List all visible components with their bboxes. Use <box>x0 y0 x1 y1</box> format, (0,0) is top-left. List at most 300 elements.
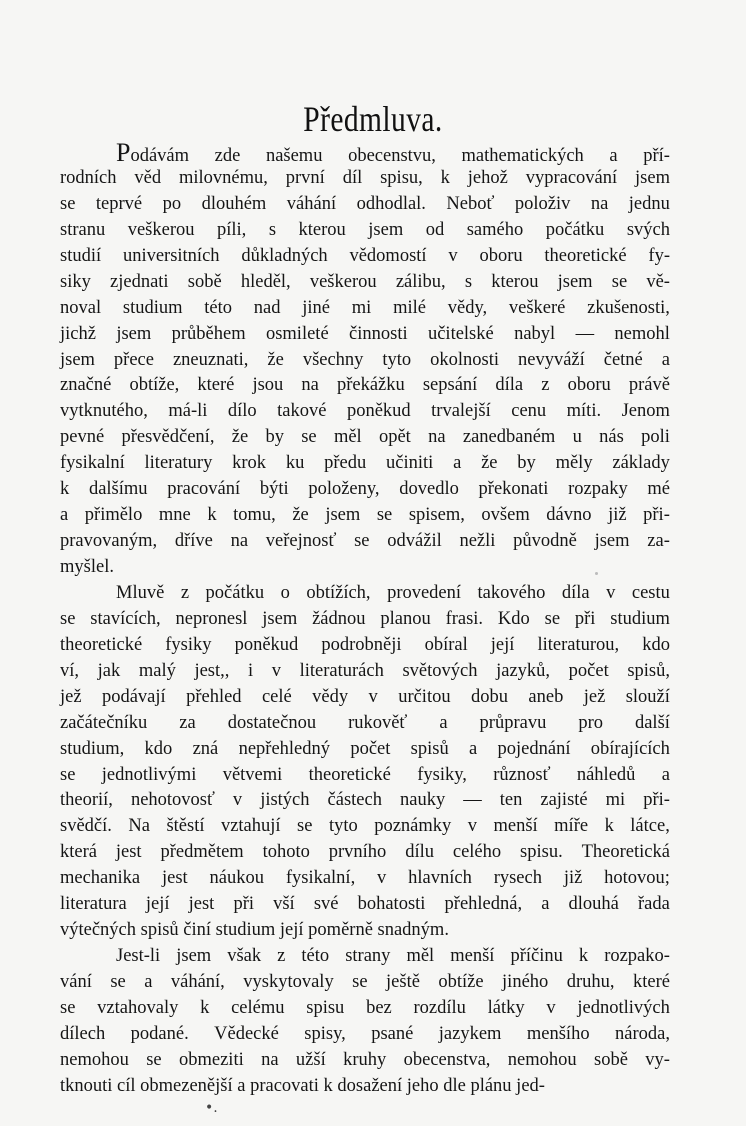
word: jest <box>115 842 142 863</box>
word: jež <box>60 686 82 707</box>
text-line <box>60 529 670 555</box>
word: však <box>227 946 262 967</box>
word: studium, <box>60 738 125 759</box>
word: měly <box>555 453 593 474</box>
word: zkušenosti, <box>587 297 670 318</box>
text-line <box>60 711 670 737</box>
word: stavících, <box>90 608 161 629</box>
text-line <box>60 970 670 996</box>
word: jest <box>188 894 215 915</box>
word: o <box>280 582 290 603</box>
word: značné <box>60 375 112 396</box>
word: fy- <box>648 245 670 266</box>
word: bohatosti <box>357 894 426 915</box>
text-line <box>60 270 670 296</box>
word: sobě <box>594 1049 628 1070</box>
word: které <box>197 375 235 396</box>
word: Kdo <box>497 608 530 629</box>
word: celému <box>231 997 285 1018</box>
word: siky <box>60 271 91 292</box>
word: z <box>277 946 286 967</box>
word: podrobněji <box>321 634 402 655</box>
word: další <box>634 712 670 733</box>
word: příčinu <box>510 946 563 967</box>
text-line <box>60 866 670 892</box>
word: veškerou <box>309 271 377 292</box>
word: jsem <box>176 946 212 967</box>
word: u <box>572 427 582 448</box>
word: tohoto <box>262 842 310 863</box>
word: se <box>60 997 76 1018</box>
word: obecenstvu, <box>348 146 436 166</box>
word: universitních <box>122 245 220 266</box>
text-line <box>60 918 670 944</box>
word-rest: odávám <box>130 146 190 166</box>
word: díla <box>495 375 524 396</box>
word: že <box>267 349 284 370</box>
text-line <box>60 996 670 1022</box>
word: mé <box>647 479 670 500</box>
word: by <box>517 453 536 474</box>
text-line <box>60 322 670 348</box>
word: počátku <box>545 219 605 240</box>
word: slouží <box>625 686 670 707</box>
word: díl <box>342 167 363 188</box>
word: právě <box>628 375 670 396</box>
word: spisu, <box>380 167 423 188</box>
word: frasi. <box>445 608 484 629</box>
word: míře <box>554 816 589 837</box>
word: v <box>448 245 458 266</box>
word: jsem <box>116 323 152 344</box>
word: psané <box>371 1023 414 1044</box>
word: žádnou <box>312 608 366 629</box>
word: průpravu <box>479 712 547 733</box>
word: jehož <box>467 167 508 188</box>
text-line <box>60 788 670 814</box>
word: jazykem <box>438 1023 502 1044</box>
word: fysiky <box>165 634 212 655</box>
word: na <box>261 1049 279 1070</box>
text-line <box>60 737 670 763</box>
word: by <box>265 427 284 448</box>
word: se <box>60 193 76 214</box>
word: učiniti <box>386 453 434 474</box>
word: noval <box>60 297 102 318</box>
word: Jenom <box>621 401 670 422</box>
word: nežli <box>459 531 496 552</box>
word: poli <box>641 427 670 448</box>
word: náhledů <box>576 764 636 785</box>
word: spisů, <box>627 660 670 681</box>
word: takového <box>477 582 546 603</box>
word: v <box>377 868 387 889</box>
word: k <box>60 479 70 500</box>
word: zde <box>214 146 241 166</box>
word: rozpako- <box>604 946 670 967</box>
text-line <box>60 425 670 451</box>
text-line <box>60 399 670 425</box>
word: ku <box>285 453 305 474</box>
word: a <box>60 505 69 526</box>
word: jsou <box>252 375 284 396</box>
word: theoretické <box>60 634 143 655</box>
word: této <box>301 946 330 967</box>
word: strany <box>345 946 391 967</box>
word: jest <box>161 868 188 889</box>
word: mne <box>158 505 191 526</box>
word: jsem <box>262 608 298 629</box>
text-line <box>60 373 670 399</box>
word: jsem <box>635 167 670 188</box>
word: váhání <box>286 193 337 214</box>
word: řada <box>638 894 670 915</box>
word: již <box>563 868 583 889</box>
word: váhání, <box>170 972 225 992</box>
word: oboru <box>567 375 611 396</box>
word: míti. <box>566 401 602 422</box>
word: s <box>464 271 473 292</box>
word: ví, <box>60 660 80 681</box>
word: menší <box>493 816 538 837</box>
word: v <box>368 686 378 707</box>
word: podané. <box>130 1023 189 1044</box>
word: vypracování <box>525 167 618 188</box>
text-line <box>60 503 670 529</box>
word: opět <box>378 427 411 448</box>
word: v <box>467 816 477 837</box>
word: nemohou <box>60 1049 129 1070</box>
text-line <box>60 944 670 970</box>
word: předu <box>324 453 367 474</box>
word: samého <box>466 219 524 240</box>
word: kterou <box>298 219 346 240</box>
word: počátku <box>205 582 265 603</box>
word: obtížích, <box>306 582 371 603</box>
word: dílo <box>227 401 257 422</box>
word: ještě <box>386 972 420 992</box>
text-line <box>60 555 670 581</box>
word: národa, <box>615 1023 670 1044</box>
word: se <box>146 1049 162 1070</box>
word: dílu <box>405 842 434 863</box>
text-line <box>60 659 670 685</box>
word: za <box>179 712 196 733</box>
word: Theoretická <box>581 842 670 863</box>
word: kdo <box>144 738 173 759</box>
word: dovedlo <box>399 479 459 500</box>
word: četné <box>603 349 643 370</box>
word: jednu <box>628 193 670 214</box>
word: důkladných <box>241 245 328 266</box>
word: — <box>463 790 482 811</box>
word: dostatečnou <box>227 712 317 733</box>
word: cestu <box>631 582 670 603</box>
text-line <box>60 140 670 166</box>
word: věd <box>134 167 162 188</box>
word: pojednání <box>497 738 571 759</box>
word: literaturou, <box>537 634 620 655</box>
word: trvalejší <box>431 401 491 422</box>
word: určitou <box>398 686 451 707</box>
word: přehledná, <box>444 894 523 915</box>
word: této <box>204 297 233 318</box>
word: milovnému, <box>178 167 268 188</box>
word: mechanika <box>60 868 141 889</box>
word: studium <box>610 608 670 629</box>
word: spisy, <box>304 1023 346 1044</box>
word: jsem <box>557 271 593 292</box>
word: dílech <box>60 1023 106 1044</box>
word: překonati <box>478 479 549 500</box>
word: Neboť <box>446 193 495 214</box>
word: počet <box>568 660 609 681</box>
word: dlouhém <box>201 193 267 214</box>
word: dávno <box>546 505 592 526</box>
word: že <box>481 453 498 474</box>
word: a <box>609 146 618 166</box>
word: Jest-li <box>116 946 161 967</box>
word: světových <box>402 660 478 681</box>
word: spisem, <box>408 505 465 526</box>
word: kdo <box>642 634 670 655</box>
word: se <box>544 608 561 629</box>
word: aneb <box>528 686 564 707</box>
word: z <box>180 582 190 603</box>
word: vědy, <box>447 297 488 318</box>
word: mi <box>351 297 372 318</box>
word: vztahují <box>220 816 281 837</box>
word: činnosti <box>349 323 408 344</box>
word: štěstí <box>166 816 205 837</box>
word: se <box>110 972 126 992</box>
word: jsem <box>60 349 95 370</box>
word: theoretické <box>308 764 391 785</box>
word: celé <box>261 686 292 707</box>
word: první <box>285 167 325 188</box>
word: jsem <box>325 505 361 526</box>
word: obírajících <box>590 738 670 759</box>
word: v <box>606 582 616 603</box>
word: s <box>268 219 277 240</box>
word: částech <box>327 790 382 811</box>
word: vy- <box>645 1049 670 1070</box>
word: mathematických <box>461 146 584 166</box>
word: že <box>292 505 309 526</box>
word: při <box>233 894 254 915</box>
word: jiného <box>502 972 549 992</box>
word: fysikalní, <box>285 868 356 889</box>
word: jež <box>583 686 606 707</box>
word: osmileté <box>265 323 329 344</box>
word: jiné <box>302 297 331 318</box>
body-text <box>60 140 670 1100</box>
word: na <box>590 193 609 214</box>
text-line <box>60 633 670 659</box>
word: k <box>207 505 217 526</box>
word: tomu, <box>233 505 276 526</box>
word: dobu <box>471 686 508 707</box>
word: píli, <box>217 219 247 240</box>
word: vědomostí <box>349 245 427 266</box>
word: se <box>611 271 628 292</box>
word: theorií, <box>60 790 113 811</box>
word: podávají <box>101 686 166 707</box>
text-line <box>60 218 670 244</box>
word: celého <box>452 842 502 863</box>
word: zanedbaném <box>462 427 556 448</box>
word: vztahovaly <box>97 997 179 1018</box>
word: odhodlal. <box>356 193 426 214</box>
word: theoretické <box>544 245 627 266</box>
word: různosť <box>493 764 551 785</box>
text-line <box>60 685 670 711</box>
word: překážku <box>336 375 405 396</box>
word: nepřehledný <box>238 738 331 759</box>
word: že <box>231 427 249 448</box>
word: — <box>575 323 595 344</box>
word: v <box>232 790 243 811</box>
word: rysech <box>493 868 542 889</box>
word: se <box>354 531 370 552</box>
word: pro <box>578 712 603 733</box>
word: vší <box>273 894 295 915</box>
text-line <box>60 348 670 374</box>
word: literatura <box>60 894 127 915</box>
word: přesvědčení, <box>121 427 215 448</box>
word: při- <box>643 505 670 526</box>
word: přimělo <box>84 505 143 526</box>
word: fysiky, <box>417 764 467 785</box>
word: veřejnosť <box>265 531 337 552</box>
word: obíral <box>424 634 468 655</box>
word: za- <box>647 531 670 552</box>
word: a <box>661 349 670 370</box>
word: nevyváží <box>518 349 585 370</box>
word: obtíže, <box>129 375 180 396</box>
word: jsem <box>594 531 630 552</box>
word: druhu, <box>566 972 615 992</box>
word: Mluvě <box>116 582 165 603</box>
page-mark: •. <box>205 1100 218 1116</box>
word: nad <box>253 297 281 318</box>
word: obtíže <box>438 972 484 992</box>
word: hotovou; <box>604 868 670 889</box>
word: a <box>144 972 153 992</box>
word: která <box>60 842 97 863</box>
word: při <box>574 608 596 629</box>
word: svých <box>626 219 670 240</box>
word: jsem <box>368 219 404 240</box>
word: její <box>490 634 515 655</box>
word: na <box>230 531 249 552</box>
word: pevné <box>60 427 105 448</box>
word: vě- <box>646 271 670 292</box>
text-line <box>60 814 670 840</box>
word: hlavních <box>408 868 472 889</box>
word: a <box>541 894 550 915</box>
word: její <box>145 894 170 915</box>
word: svědčí. <box>60 816 112 837</box>
word: měl <box>406 946 435 967</box>
word: položiv <box>514 193 571 214</box>
word: zná <box>192 738 219 759</box>
text-line <box>60 1048 670 1074</box>
text-line <box>60 1074 670 1100</box>
word: své <box>313 894 339 915</box>
word: původně <box>513 531 577 552</box>
word: malý <box>138 660 176 681</box>
word: položeny, <box>308 479 380 500</box>
word: dříve <box>174 531 213 552</box>
text-line <box>60 763 670 789</box>
word: vyskytovaly <box>243 972 334 992</box>
text-line <box>60 607 670 633</box>
word: tyto <box>328 816 358 837</box>
word: učitelské <box>427 323 494 344</box>
word: prvního <box>328 842 387 863</box>
text-line <box>60 451 670 477</box>
word: nepronesl <box>175 608 248 629</box>
word: dalšímu <box>88 479 148 500</box>
word: i <box>248 660 254 681</box>
word: se <box>352 972 368 992</box>
word: jistých <box>260 790 310 811</box>
word: od <box>425 219 445 240</box>
word: sepsání <box>422 375 478 396</box>
word: studium <box>122 297 183 318</box>
word: zjednati <box>110 271 169 292</box>
word: odvážil <box>387 531 442 552</box>
word: oboru <box>479 245 523 266</box>
word: při- <box>643 790 670 811</box>
word: krok <box>232 453 267 474</box>
word: nás <box>599 427 624 448</box>
word: na <box>301 375 319 396</box>
word: se <box>301 427 317 448</box>
word: kruhy <box>343 1049 387 1070</box>
word: Vědecké <box>214 1023 279 1044</box>
word: bez <box>366 997 392 1018</box>
word: dlouhá <box>568 894 619 915</box>
text-line <box>60 1022 670 1048</box>
word: pravovaným, <box>60 531 158 552</box>
line-text: myšlel. <box>60 557 114 577</box>
word: mi <box>605 790 626 811</box>
word: vání <box>60 972 92 992</box>
word: díla <box>561 582 590 603</box>
word: ovšem <box>481 505 530 526</box>
word: z <box>541 375 550 396</box>
word: milé <box>393 297 426 318</box>
word: měl <box>333 427 362 448</box>
word: jednotlivými <box>101 764 197 785</box>
word: veškeré <box>508 297 566 318</box>
word: k <box>578 946 589 967</box>
word: našemu <box>265 146 323 166</box>
word: užší <box>295 1049 326 1070</box>
word: obmeziti <box>179 1049 244 1070</box>
word: v <box>546 997 556 1018</box>
word: kterou <box>491 271 539 292</box>
text-line <box>60 892 670 918</box>
word: nemohl <box>614 323 670 344</box>
word: spisu <box>306 997 345 1018</box>
word: začátečníku <box>60 712 148 733</box>
word: pří- <box>643 146 670 166</box>
word: k <box>200 997 210 1018</box>
word: zálibu, <box>395 271 446 292</box>
